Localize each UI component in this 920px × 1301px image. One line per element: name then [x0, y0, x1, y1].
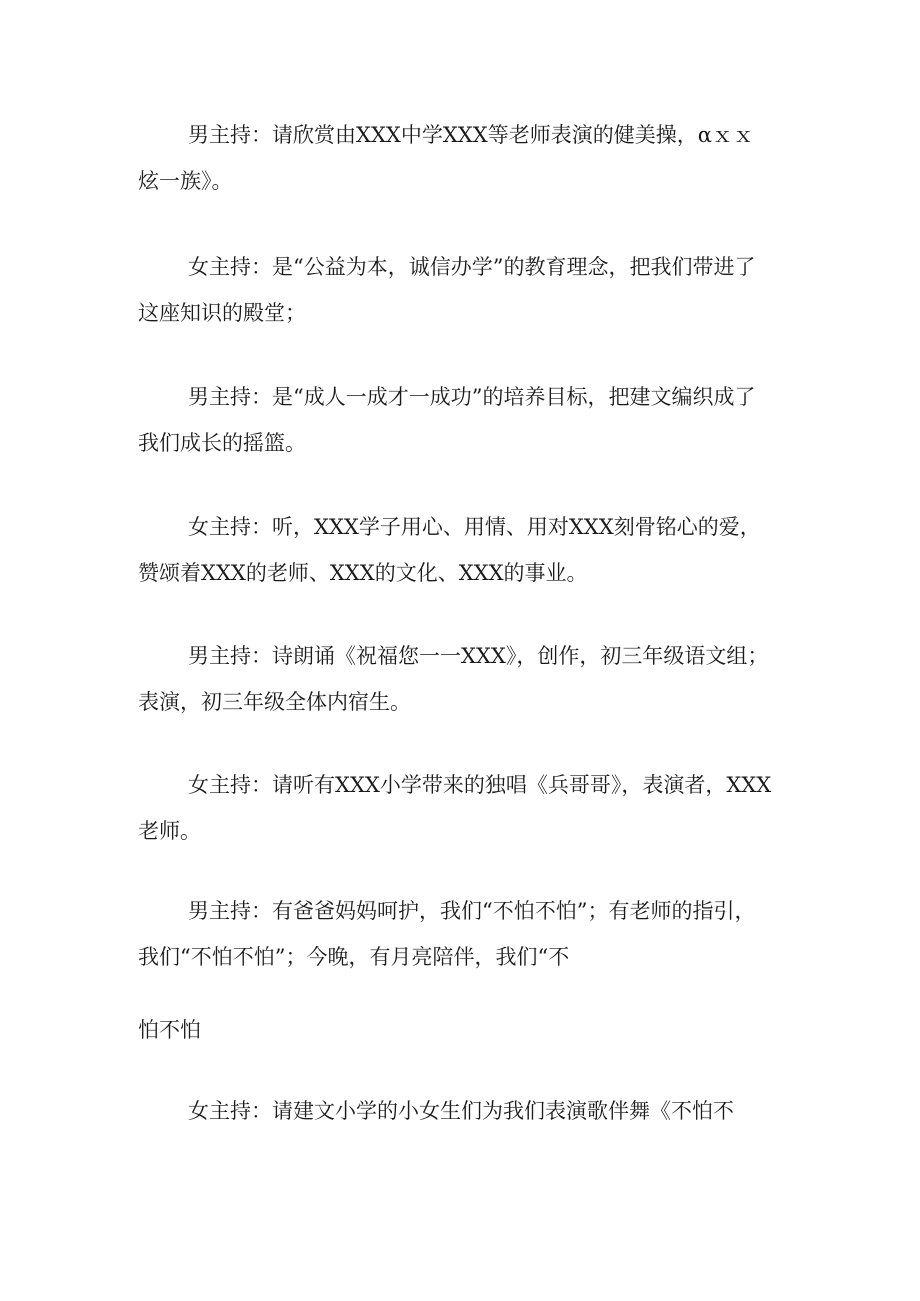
paragraph-9: [138, 1088, 798, 1134]
paragraph-line: 表演，初三年级全体内宿生。: [138, 690, 411, 714]
paragraph-line: 男主持：有爸爸妈妈呵护，我们“不怕不怕”；有老师的指引，: [188, 899, 756, 923]
paragraph-line: 男主持：诗朗诵《祝福您一一XXX》，创作，初三年级语文组；: [188, 644, 769, 668]
paragraph-line: 女主持：请听有XXX小学带来的独唱《兵哥哥》，表演者，XXX: [188, 773, 772, 797]
paragraph-line: 女主持：是“公益为本，诚信办学”的教育理念，把我们带进了: [188, 255, 756, 279]
paragraph-3: [138, 374, 798, 466]
paragraph-line: 我们成长的摇篮。: [138, 431, 306, 455]
paragraph-line: 男主持：是“成人一成才一成功”的培养目标，把建文编织成了: [188, 385, 756, 409]
paragraph-4: [138, 504, 798, 596]
paragraph-line: 这座知识的殿堂；: [138, 301, 306, 325]
paragraph-line: 女主持：听，XXX学子用心、用情、用对XXX刻骨铭心的爱，: [188, 515, 761, 539]
paragraph-7: [138, 888, 798, 980]
paragraph-line: 炫一族》。: [138, 169, 233, 193]
paragraph-2: [138, 244, 798, 336]
paragraph-6: [138, 762, 798, 854]
paragraph-line: 老师。: [138, 819, 201, 843]
paragraph-line: 怕不怕: [138, 1018, 201, 1042]
paragraph-line: 赞颂着XXX的老师、XXX的文化、XXX的事业。: [138, 561, 588, 585]
paragraph-line: 女主持：请建文小学的小女生们为我们表演歌伴舞《不怕不: [188, 1099, 734, 1123]
paragraph-8: [138, 1007, 798, 1053]
paragraph-5: [138, 633, 798, 725]
paragraph-line: 男主持：请欣赏由XXX中学XXX等老师表演的健美操，αｘｘ: [188, 123, 754, 147]
paragraph-line: 我们“不怕不怕”；今晚，有月亮陪伴，我们“不: [138, 945, 570, 969]
paragraph-1: [138, 112, 798, 204]
